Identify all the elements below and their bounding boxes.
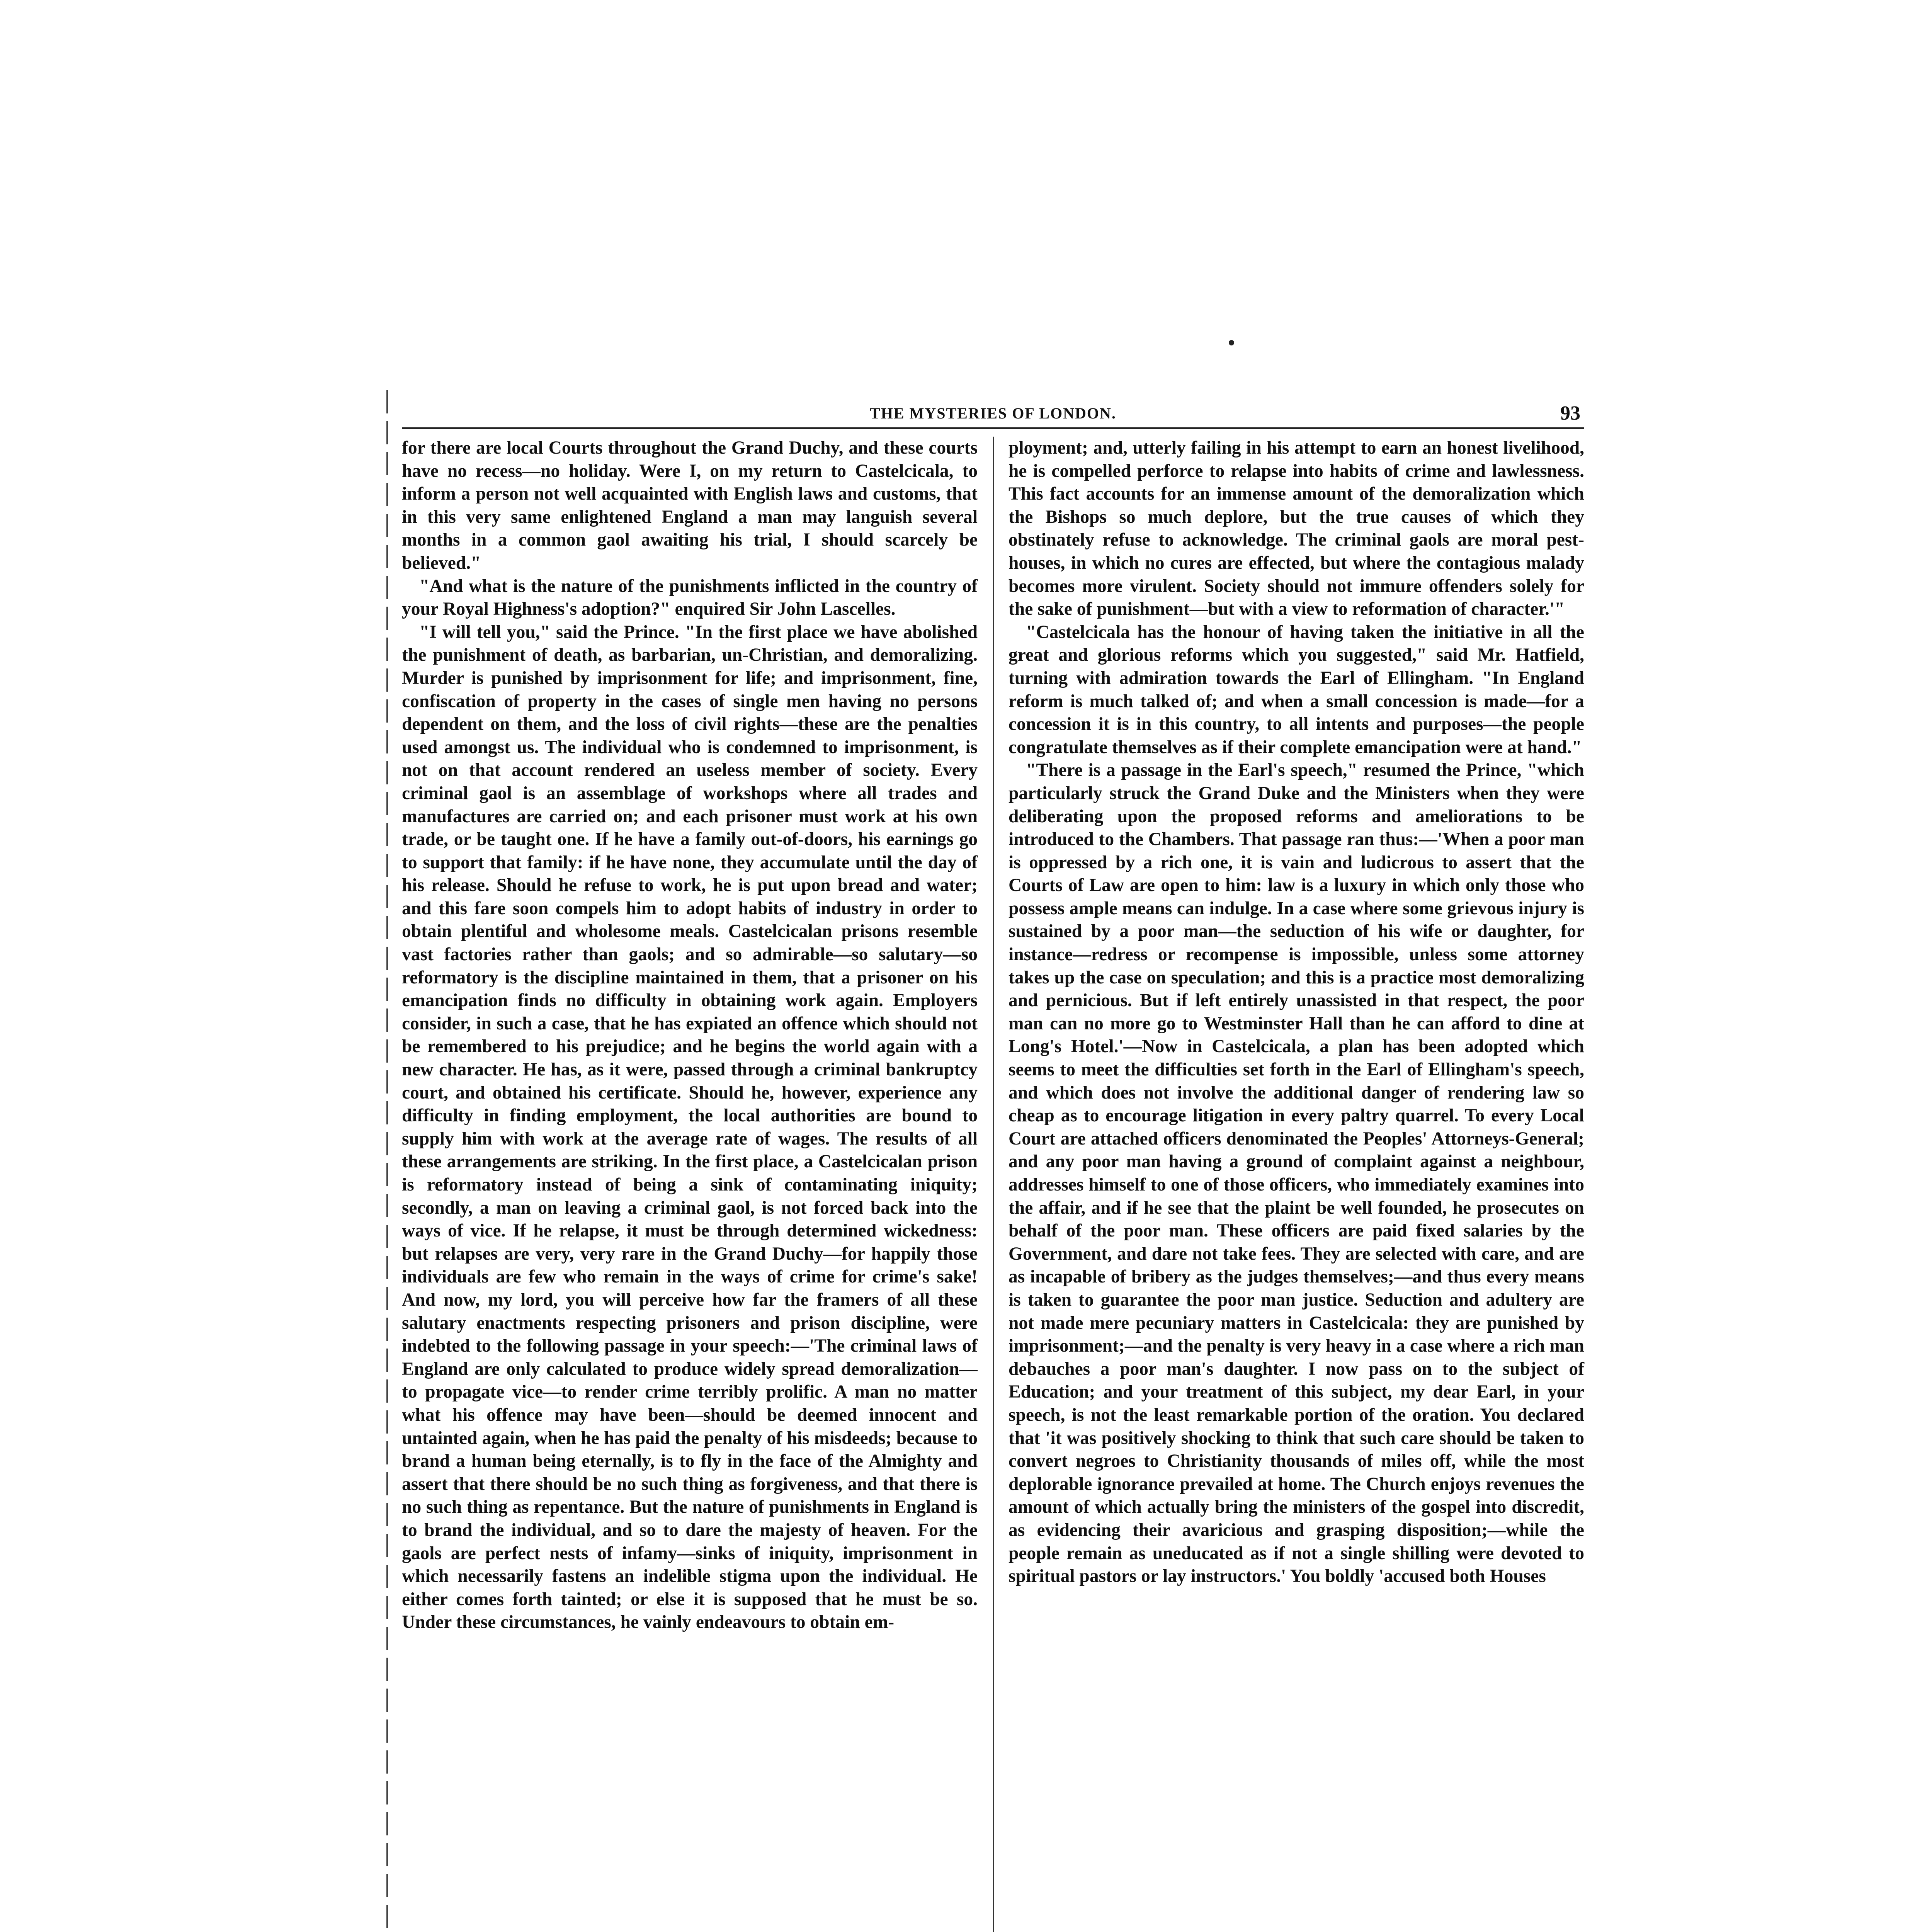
left-column [402, 437, 978, 1634]
paragraph: "There is a passage in the Earl's speech," resumed the Prince, "which particularly struck the Grand Duke and the Ministers when they were deliberating upon the proposed reforms and ameliorations to be introduced to the Chambers. That passage ran thus:—'When a poor man is oppressed by a rich one, it is vain and ludicrous to assert that the Courts of Law are open to him: law is a luxury in which only those who possess ample means can indulge. In a case where some grievous injury is sustained by a poor man—the seduction of his wife or daughter, for instance—redress or recompense is impossible, unless some attorney takes up the case on speculation; and this is a practice most demoralizing and pernicious. But if left entirely unassisted in that respect, the poor man can no more go to Westminster Hall than he can afford to dine at Long's Hotel.'—Now in Castelcicala, a plan has been adopted which seems to meet the difficulties set forth in the Earl of Ellingham's speech, and which does not involve the additional danger of rendering law so cheap as to encourage litigation in every paltry quarrel. To every Local Court are attached officers denominated the Peoples' Attorneys-General; and any poor man having a ground of complaint against a neighbour, addresses himself to one of those officers, who immediately examines into the affair, and if he see that the plaint be well founded, he prosecutes on behalf of the poor man. These officers are paid fixed salaries by the Government, and dare not take fees. They are selected with care, and are as incapable of bribery as the judges themselves;—and thus every means is taken to guarantee the poor man justice. Seduction and adultery are not made mere pecuniary matters in Castelcicala: they are punished by imprisonment;—and the penalty is very heavy in a case where a rich man debauches a poor man's daughter. I now pass on to the subject of Education; and your treatment of this subject, my dear Earl, in your speech, is not the least remarkable portion of the oration. You declared that 'it was positively shocking to think that such care should be taken to convert negroes to Christianity thousands of miles off, while the most deplorable ignorance prevailed at home. The Church enjoys revenues the amount of which actually bring the ministers of the gospel into discredit, as evidencing their avaricious and grasping disposition;—while the people remain as uneducated as if not a single shilling were devoted to spiritual pastors or lay instructors.' You boldly 'accused both Houses [1009, 760, 1584, 1587]
column-divider [993, 437, 994, 1932]
paragraph: ployment; and, utterly failing in his attempt to earn an honest livelihood, he is compelled perforce to relapse into habits of crime and lawlessness. This fact accounts for an immense amount of the demoralization which the Bishops so much deplore, but the true causes of which they obstinately refuse to acknowledge. The criminal gaols are moral pest-houses, in which no cures are effected, but where the contagious malady becomes more virulent. Society should not immure offenders solely for the sake of punishment—but with a view to reformation of character.'" [1009, 438, 1584, 619]
running-head [402, 402, 1584, 429]
paragraph: "Castelcicala has the honour of having taken the initiative in all the great and glorious reforms which you suggested," said Mr. Hatfield, turning with admiration towards the Earl of Ellingham. "In England reform is much talked of; and when a small concession is made—for a concession it is in this country, to all intents and purposes—the people congratulate themselves as if their complete emancipation were at hand." [1009, 622, 1584, 757]
paragraph: for there are local Courts throughout the Grand Duchy, and these courts have no recess—no holiday. Were I, on my return to Castelcicala, to inform a person not well acquainted with English laws and customs, that in this very same enlightened England a man may languish several months in a common gaol awaiting his trial, I should scarcely be believed." [402, 438, 978, 573]
running-title: THE MYSTERIES OF LONDON. [870, 405, 1116, 422]
paragraph: "And what is the nature of the punishments inflicted in the country of your Royal Highness's adoption?" enquired Sir John Lascelles. [402, 576, 978, 619]
ink-dot [1229, 340, 1234, 345]
book-page [402, 402, 1584, 1932]
page-number: 93 [1560, 402, 1580, 424]
left-margin-rule [386, 390, 388, 1932]
paragraph: "I will tell you," said the Prince. "In the first place we have abolished the punishment of death, as barbarian, un-Christian, and demoralizing. Murder is punished by imprisonment for life; and imprisonment, fine, confiscation of property in the cases of single men having no persons dependent on them, and the loss of civil rights—these are the penalties used amongst us. The individual who is condemned to imprisonment, is not on that account rendered an useless member of society. Every criminal gaol is an assemblage of workshops where all trades and manufactures are carried on; and each prisoner must work at his own trade, or be taught one. If he have a family out-of-doors, his earnings go to support that family: if he have none, they accumulate until the day of his release. Should he refuse to work, he is put upon bread and water; and this fare soon compels him to adopt habits of industry in order to obtain plentiful and wholesome meals. Castelcicalan prisons resemble vast factories rather than gaols; and so admirable—so salutary—so reformatory is the discipline maintained in them, that a prisoner on his emancipation finds no difficulty in obtaining work again. Employers consider, in such a case, that he has expiated an offence which should not be remembered to his prejudice; and he begins the world again with a new character. He has, as it were, passed through a criminal bankruptcy court, and obtained his certificate. Should he, however, experience any difficulty in finding employment, the local authorities are bound to supply him with work at the average rate of wages. The results of all these arrangements are striking. In the first place, a Castelcicalan prison is reformatory instead of being a sink of contaminating iniquity; secondly, a man on leaving a criminal gaol, is not forced back into the ways of vice. If he relapse, it must be through determined wickedness: but relapses are very, very rare in the Grand Duchy—for happily those individuals are few who remain in the ways of crime for crime's sake! And now, my lord, you will perceive how far the framers of all these salutary enactments respecting prisoners and prison discipline, were indebted to the following passage in your speech:—'The criminal laws of England are only calculated to produce widely spread demoralization—to propagate vice—to render crime terribly prolific. A man no matter what his offence may have been—should be deemed innocent and untainted again, when he has paid the penalty of his misdeeds; because to brand a human being eternally, is to fly in the face of the Almighty and assert that there should be no such thing as forgiveness, and that there is no such thing as repentance. But the nature of punishments in England is to brand the individual, and so to dare the majesty of heaven. For the gaols are perfect nests of infamy—sinks of iniquity, imprisonment in which necessarily fastens an indelible stigma upon the individual. He either comes forth tainted; or else it is supposed that he must be so. Under these circumstances, he vainly endeavours to obtain em- [402, 622, 978, 1633]
header-rule [402, 427, 1584, 429]
right-column [1009, 437, 1584, 1588]
